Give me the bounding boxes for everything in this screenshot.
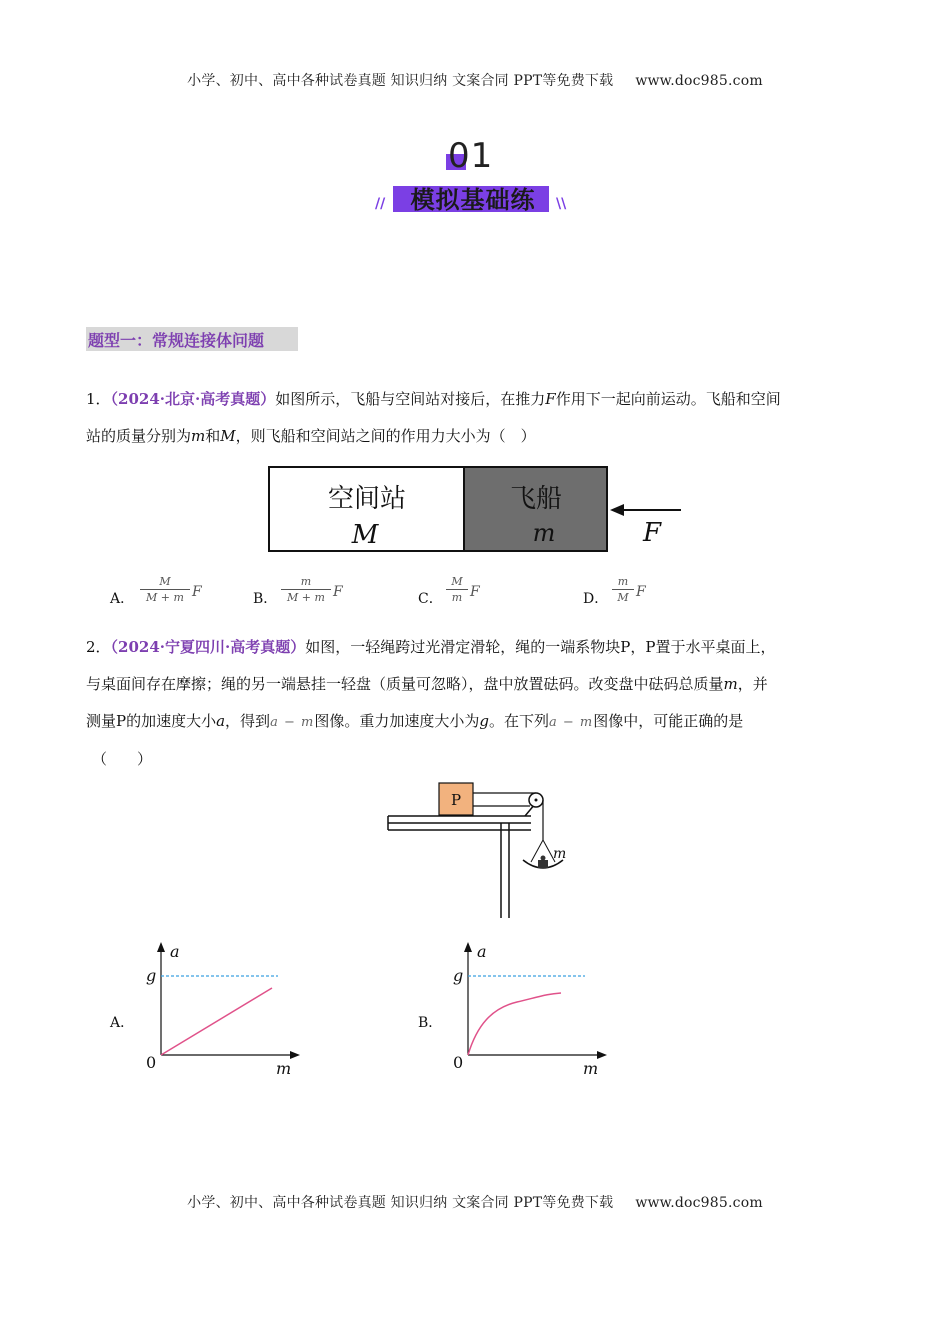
graph-a-y-label: a [170,942,180,961]
q1-option-b-label[interactable]: B． [253,591,278,607]
footer-text: 小学、初中、高中各种试卷真题 知识归纳 文案合同 PPT等免费下载 [187,1195,614,1211]
q2-apparatus [385,780,575,920]
q2-line-3 [86,710,743,734]
q1-option-c-label[interactable]: C． [418,591,443,607]
q2-text-3b: ，得到 [225,712,271,730]
force-arrow-head [610,504,624,516]
q1-number: 1． [86,390,111,408]
q1-option-c-fraction [446,575,468,604]
page-footer [0,1192,950,1212]
q2-answer-blank: （ ） [92,750,153,768]
q1-var-M: M [220,427,236,445]
q2-text-2b: ，并 [737,675,768,693]
ship-label: 飞船 [509,484,563,514]
q1-option-b-fraction [281,575,331,604]
frac-num: m [617,575,629,588]
q2-option-b-label[interactable]: B． [418,1015,443,1031]
q1-var-m: m [191,427,206,445]
q2-graph-b [447,940,617,1080]
frac-den: M + m [146,591,184,604]
q1-source: （2024·北京·高考真题） [110,390,276,408]
q2-graph-a [140,940,310,1080]
q2-var-g: g [479,712,489,730]
q1-option-d-label[interactable]: D． [583,591,609,607]
block-p-label: P [450,791,462,809]
q2-text-1: 如图，一轻绳跨过光滑定滑轮，绳的一端系物块P，P置于水平桌面上， [305,638,776,656]
q2-am-2: a − m [548,715,594,730]
pan-label: m [553,846,567,862]
q2-number: 2． [86,638,111,656]
q2-line-1 [86,636,775,658]
q1-option-a-label[interactable]: A． [110,591,135,607]
q1-text-1: 如图所示，飞船与空间站对接后，在推力 [275,390,546,408]
graph-b-x-label: m [583,1059,599,1078]
q1-option-a-fraction [140,575,190,604]
q1-text-2c: ，则飞船和空间站之间的作用力大小为（ ） [235,427,536,445]
q2-text-2: 与桌面间存在摩擦；绳的另一端悬挂一轻盘（质量可忽略），盘中放置砝码。改变盘中砝码总质量 [86,675,724,693]
force-label: F [642,518,662,548]
q2-text-3e: 图像中，可能正确的是 [593,712,744,730]
frac-den: M [617,591,629,604]
heading-number: 01 [448,136,494,176]
q2-am-1: a − m [270,715,315,730]
graph-a-curve [161,988,272,1055]
q2-var-m: m [723,675,738,693]
q2-text-3d: 。在下列 [488,712,549,730]
q1-text-2b: 和 [205,427,221,445]
frac-num: M [159,575,171,588]
q1-option-a-tail: F [192,584,202,600]
q1-option-b-tail: F [333,584,343,600]
graph-a-g-label: g [146,966,157,985]
q1-option-d-tail: F [636,584,646,600]
q1-text-1b: 作用下一起向前运动。飞船和空间 [555,390,781,408]
page-header [0,70,950,90]
q2-line-2 [86,673,768,695]
graph-a-origin: 0 [146,1053,157,1072]
q2-var-a: a [216,712,226,730]
header-text: 小学、初中、高中各种试卷真题 知识归纳 文案合同 PPT等免费下载 [187,73,614,89]
q2-option-a-label[interactable]: A． [110,1015,135,1031]
q1-line-2 [86,425,536,447]
heading-right-deco: \\ [556,196,567,212]
q2-text-3a: 测量P的加速度大小 [86,712,217,730]
q1-line-1 [86,388,781,410]
q1-var-F: F [545,390,556,408]
frac-num: m [300,575,312,588]
graph-b-curve [468,993,561,1055]
footer-site: www.doc985.com [635,1195,763,1211]
header-site: www.doc985.com [635,73,763,89]
station-label: 空间站 [327,484,407,514]
station-mass: M [351,520,379,550]
q1-option-d-fraction [612,575,634,604]
section-title [86,327,298,351]
ship-mass: m [532,519,556,547]
q1-figure [266,465,696,555]
q2-source: （2024·宁夏四川·高考真题） [110,638,306,656]
heading-title: 模拟基础练 [410,186,536,214]
graph-a-x-label: m [276,1059,292,1078]
frac-den: m [451,591,463,604]
weights [538,860,548,868]
q2-text-3c: 图像。重力加速度大小为 [314,712,480,730]
section-title-text: 题型一：常规连接体问题 [88,331,265,350]
graph-b-y-label: a [477,942,487,961]
q1-option-c-tail: F [470,584,480,600]
q1-text-2a: 站的质量分别为 [86,427,192,445]
frac-den: M + m [287,591,325,604]
graph-b-g-label: g [453,966,464,985]
frac-num: M [451,575,463,588]
heading-left-deco: // [375,196,386,212]
graph-b-origin: 0 [453,1053,464,1072]
